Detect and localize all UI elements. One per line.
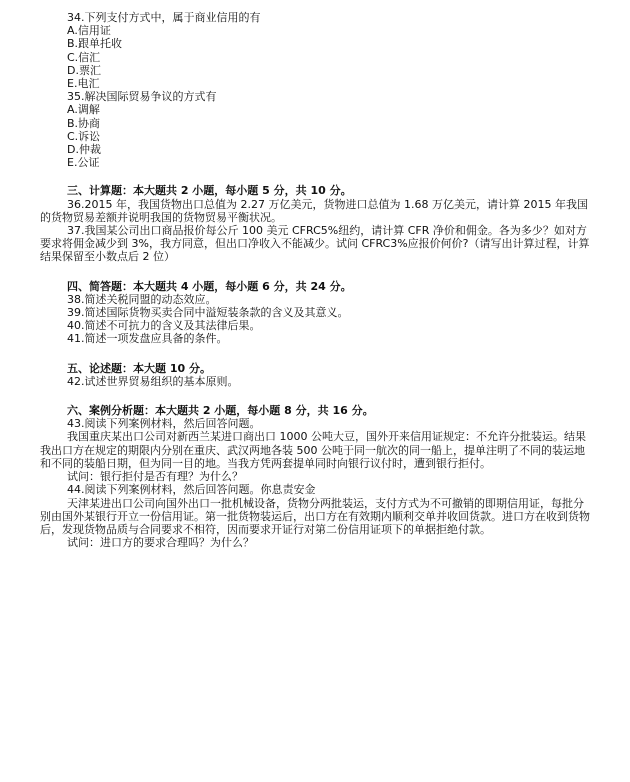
q35-stem: 35.解决国际贸易争议的方式有 — [67, 90, 217, 104]
q35-option-b: B.协商 — [67, 116, 101, 130]
q43-case-text: 我国重庆某出口公司对新西兰某进口商出口 1000 公吨大豆，国外开来信用证规定：不允许分批装运。结果我出口方在规定的期限内分别在重庆、武汉两地各装 500 公吨于同一航次的同一船上，提单注明了不同的装运地和不同的装船日期，但为同一目的地。当我方凭两套提单同时向银行议付时，遭到银行拒付。 — [40, 430, 586, 470]
q35-option-a: A.调解 — [67, 103, 100, 117]
q44-intro: 44.阅读下列案例材料，然后回答问题。你息责安金 — [67, 483, 316, 497]
q35-option-d: D.仲裁 — [67, 143, 101, 157]
q34-option-d: D.票汇 — [67, 63, 101, 77]
q34-option-e: E.电汇 — [67, 77, 100, 91]
q35-option-c: C.诉讼 — [67, 129, 101, 143]
q43-question: 试问：银行拒付是否有理？为什么？ — [67, 470, 243, 484]
q38-text: 38.简述关税同盟的动态效应。 — [67, 292, 217, 306]
q34-option-b: B.跟单托收 — [67, 37, 123, 51]
q34-option-c: C.信汇 — [67, 50, 101, 64]
q44-question: 试问：进口方的要求合理吗？为什么？ — [67, 536, 254, 550]
section3-heading: 三、计算题：本大题共 2 小题，每小题 5 分，共 10 分。 — [67, 184, 352, 198]
q43-intro: 43.阅读下列案例材料，然后回答问题。 — [67, 417, 261, 431]
section5-heading: 五、论述题：本大题 10 分。 — [67, 361, 211, 375]
q40-text: 40.简述不可抗力的含义及其法律后果。 — [67, 319, 261, 333]
section4-heading: 四、简答题：本大题共 4 小题，每小题 6 分，共 24 分。 — [67, 279, 352, 293]
q44-case-text: 天津某进出口公司向国外出口一批机械设备，货物分两批装运，支付方式为不可撤销的即期信用证，每批分别由国外某银行开立一份信用证。第一批货物装运后，出口方在有效期内顺利交单并收回货款。进口方在收到货物后，发现货物品质与合同要求不相符，因而要求开证行对第二份信用证项下的单据拒绝付款。 — [40, 496, 590, 536]
q39-text: 39.简述国际货物买卖合同中溢短装条款的含义及其意义。 — [67, 306, 349, 320]
q37-text: 37.我国某公司出口商品报价每公斤 100 美元 CFRC5%纽约，请计算 CFR 净价和佣金。各为多少？如对方要求将佣金减少到 3%，我方同意，但出口净收入不能减少。试问 CFRC3%应报价何价?（请写出计算过程，计算结果保留至小数点后 2 位） — [40, 224, 590, 264]
q36-text: 36.2015 年，我国货物出口总值为 2.27 万亿美元，货物进口总值为 1.68 万亿美元，请计算 2015 年我国的货物贸易差额并说明我国的货物贸易平衡状况。 — [40, 197, 588, 224]
q35-option-e: E.公证 — [67, 156, 100, 170]
q41-text: 41.简述一项发盘应具备的条件。 — [67, 332, 228, 346]
exam-content — [40, 11, 592, 549]
section6-heading: 六、案例分析题：本大题共 2 小题，每小题 8 分，共 16 分。 — [67, 404, 374, 418]
q34-stem: 34.下列支付方式中，属于商业信用的有 — [67, 11, 261, 24]
q42-text: 42.试述世界贸易组织的基本原则。 — [67, 374, 239, 388]
q34-option-a: A.信用证 — [67, 24, 111, 38]
